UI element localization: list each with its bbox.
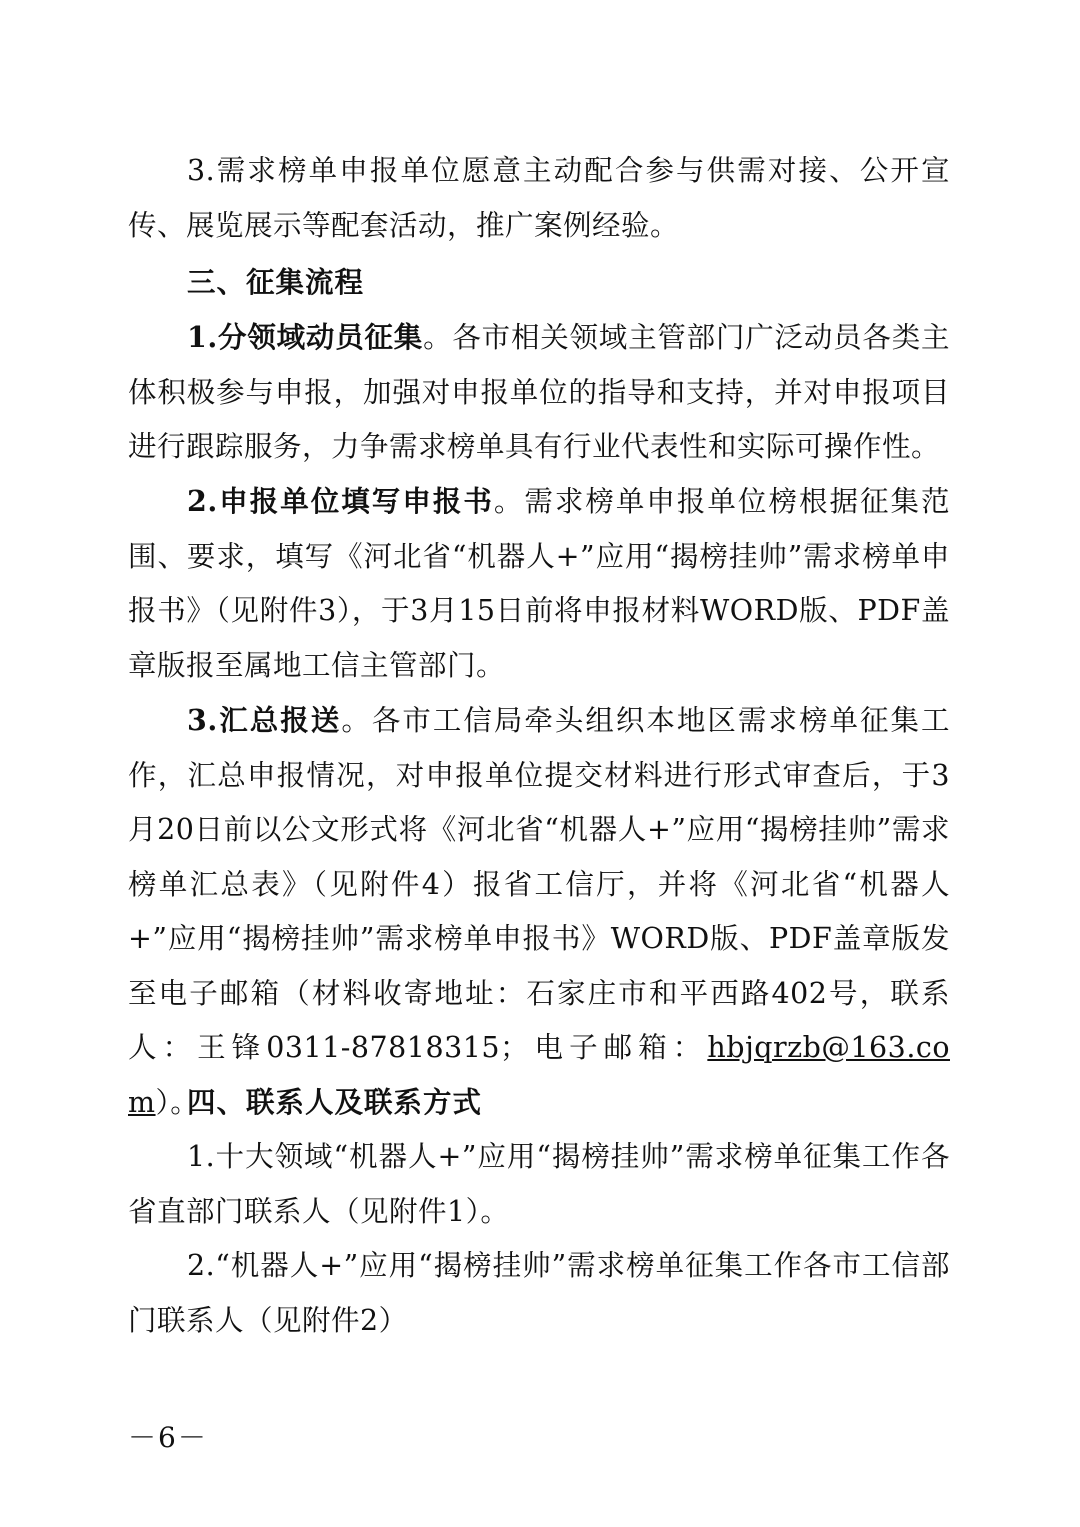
step-3-body: 。各市工信局牵头组织本地区需求榜单征集工作，汇总申报情况，对申报单位提交材料进行形式审查后，于3月20日前以公文形式将《河北省“机器人+”应用“揭榜挂帅”需求榜单汇总表》（见附件4）报省工信厅，并将《河北省“机器人+”应用“揭榜挂帅”需求榜单申报书》WORD版、PDF盖章版发至电子邮箱（材料收寄地址：石家庄市和平西路402号，联系人：王锋0311-87818315；电子邮箱：: [128, 704, 950, 1064]
email-link[interactable]: hbjqrzb@163.com: [128, 1031, 950, 1119]
contact-2-text: 2.“机器人+”应用“揭榜挂帅”需求榜单征集工作各市工信部门联系人（见附件2）: [128, 1249, 950, 1337]
paragraph-text: 3.需求榜单申报单位愿意主动配合参与供需对接、公开宣传、展览展示等配套活动，推广案例经验。: [128, 154, 950, 242]
step-1-title: 1.分领域动员征集: [187, 320, 424, 354]
contact-1-text: 1.十大领域“机器人+”应用“揭榜挂帅”需求榜单征集工作各省直部门联系人（见附件1）。: [128, 1140, 950, 1228]
step-2-title: 2.申报单位填写申报书: [187, 484, 494, 518]
step-3-title: 3.汇总报送: [187, 703, 342, 737]
paragraph-demand-item-3: [128, 144, 950, 253]
paragraph-step-2: [128, 474, 950, 693]
paragraph-step-3: [128, 693, 950, 1130]
paragraph-contact-2: [128, 1239, 950, 1348]
section-heading-contacts: 四、联系人及联系方式: [187, 1085, 483, 1119]
paragraph-contact-1: [128, 1130, 950, 1239]
step-3-tail: ）。: [155, 1085, 200, 1119]
page-number: －6－: [128, 1421, 208, 1454]
step-2-body: 。需求榜单申报单位榜根据征集范围、要求，填写《河北省“机器人+”应用“揭榜挂帅”需求榜单申报书》（见附件3），于3月15日前将申报材料WORD版、PDF盖章版报至属地工信主管部门。: [128, 485, 950, 682]
paragraph-step-1: [128, 310, 950, 475]
step-1-body: 。各市相关领域主管部门广泛动员各类主体积极参与申报，加强对申报单位的指导和支持，并对申报项目进行跟踪服务，力争需求榜单具有行业代表性和实际可操作性。: [128, 321, 950, 463]
section-heading-collection-process: 三、征集流程: [187, 265, 365, 299]
